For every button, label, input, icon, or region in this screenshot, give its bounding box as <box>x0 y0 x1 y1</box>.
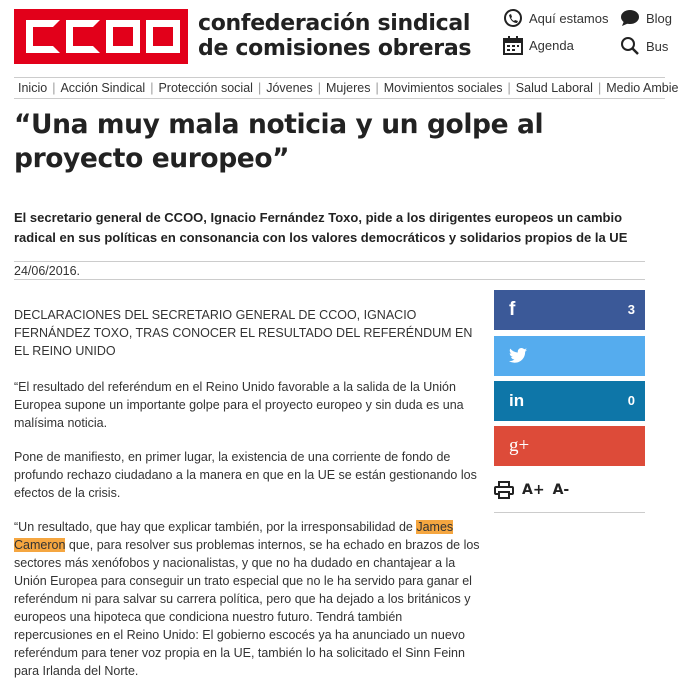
article-paragraph-1: “El resultado del referéndum en el Reino Unido favorable a la salida de la Unión Europea supone un importante golpe para el proyecto europeo y sin duda es una malísima noticia. <box>14 380 464 430</box>
nav-item-salud-laboral[interactable]: Salud Laboral <box>515 81 593 95</box>
blog-label: Blog <box>646 10 673 26</box>
search-label: Bus <box>646 38 669 54</box>
linkedin-share-button[interactable] <box>494 381 645 421</box>
linkedin-count: 0 <box>627 393 635 408</box>
blog-link[interactable] <box>620 9 672 27</box>
brand-name[interactable] <box>198 11 471 61</box>
nav-item-jovenes[interactable]: Jóvenes <box>266 81 313 95</box>
facebook-icon: f <box>509 299 516 320</box>
logo-letter-o1 <box>106 20 140 53</box>
speech-bubble-icon <box>620 9 640 27</box>
nav-item-medio-ambiente[interactable]: Medio Ambie <box>606 81 679 95</box>
main-nav: Inicio | Acción Sindical | Protección social | Jóvenes | Mujeres | Movimientos sociales | Salud Laboral | Medio Ambie <box>14 77 665 99</box>
logo-letter-c2 <box>66 20 100 53</box>
paragraph-3-rest: que, para resolver sus problemas internos, se ha echado en brazos de los sectores más xenófobos y nacionalistas, y que no ha dudado en chantajear a la Unión Europea para conseguir un trato especial que no le ha servido para ganar el referéndum ni para salvar su carrera política, pero que ha dejado a los británicos y europeos una hipoteca que condiciona nuestro futuro. Tendrá también repercusiones en el Reino Unido: El gobierno escocés ya ha anunciado un nuevo referéndum para tener voz propia en la UE, también lo ha solicitado el Sinn Feinn para Irlanda del Norte. <box>14 538 480 678</box>
agenda-link[interactable] <box>503 36 574 55</box>
date-text: 24/06/2016. <box>14 264 81 278</box>
here-link[interactable] <box>503 9 609 27</box>
googleplus-icon: g+ <box>509 435 530 456</box>
article-intro: DECLARACIONES DEL SECRETARIO GENERAL DE CCOO, IGNACIO FERNÁNDEZ TOXO, TRAS CONOCER EL RESULTADO DEL REFERÉNDUM EN EL REINO UNIDO <box>14 308 473 358</box>
nav-item-movimientos-sociales[interactable]: Movimientos sociales <box>383 81 503 95</box>
brand-line-1: confederación sindical <box>198 11 471 36</box>
linkedin-icon: in <box>509 391 525 410</box>
nav-item-inicio[interactable]: Inicio <box>18 81 48 95</box>
brand-line-2: de comisiones obreras <box>198 36 472 61</box>
article-tools <box>494 481 569 499</box>
agenda-label: Agenda <box>529 38 574 53</box>
article-paragraph-2: Pone de manifiesto, en primer lugar, la existencia de una corriente de fondo de profundo rechazo ciudadano a la manera en que en la UE se están gestionando los efectos de la crisis. <box>14 450 477 500</box>
print-icon[interactable] <box>494 481 514 499</box>
phone-icon <box>503 9 523 27</box>
googleplus-share-button[interactable] <box>494 426 645 466</box>
logo-letter-o2 <box>146 20 180 53</box>
calendar-icon <box>503 36 523 55</box>
ccoo-logo[interactable] <box>14 9 188 64</box>
highlighted-name: James Cameron <box>14 520 454 552</box>
facebook-share-button[interactable] <box>494 290 645 330</box>
facebook-count: 3 <box>627 302 635 317</box>
font-bigger-button[interactable]: A+ <box>522 482 545 498</box>
paragraph-3-start: “Un resultado, que hay que explicar también, por la irresponsabilidad de <box>14 520 417 534</box>
font-smaller-button[interactable]: A- <box>552 482 570 498</box>
tools-divider <box>494 512 645 513</box>
here-label: Aquí estamos <box>529 10 609 26</box>
nav-item-proteccion-social[interactable]: Protección social <box>158 81 253 95</box>
article-lead: El secretario general de CCOO, Ignacio Fernández Toxo, pide a los dirigentes europeos un cambio radical en sus políticas en consonancia con los valores democráticos y solidarios propios de la UE <box>14 210 628 245</box>
logo-letter-c1 <box>26 20 60 53</box>
search-icon <box>620 36 640 56</box>
nav-item-mujeres[interactable]: Mujeres <box>326 81 371 95</box>
page-title: “Una muy mala noticia y un golpe al proyecto europeo” <box>14 109 544 174</box>
nav-item-accion-sindical[interactable]: Acción Sindical <box>60 81 146 95</box>
twitter-icon <box>509 348 527 363</box>
article-paragraph-3 <box>14 518 484 680</box>
search-link[interactable] <box>620 36 668 56</box>
twitter-share-button[interactable] <box>494 336 645 376</box>
article-date <box>14 261 645 280</box>
